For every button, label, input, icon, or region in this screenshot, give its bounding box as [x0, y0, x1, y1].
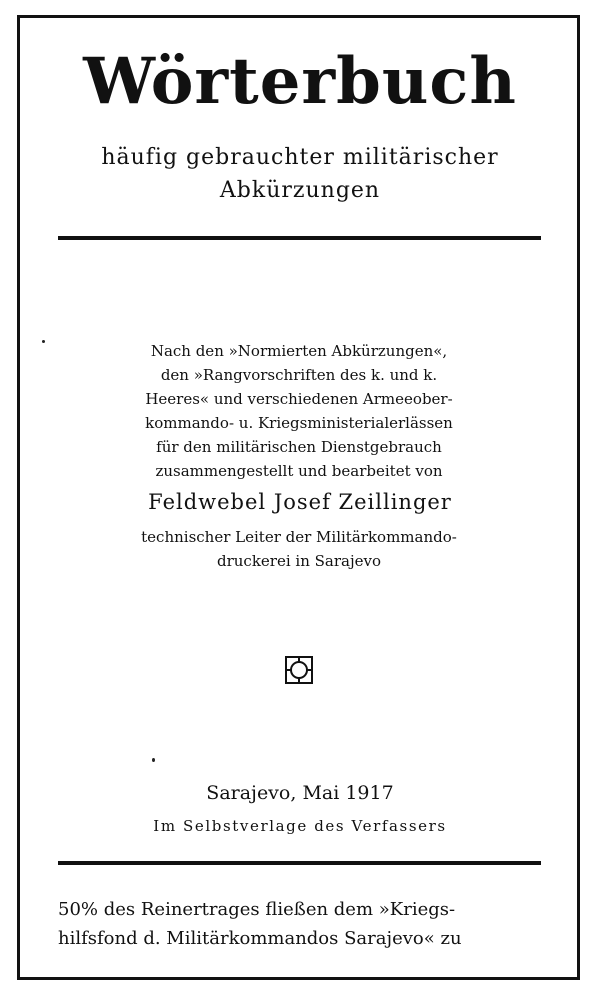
- ornament-icon: [284, 655, 314, 685]
- description-line-3: Heeres« und verschiedenen Armeeober-: [145, 390, 453, 408]
- subtitle-line-2: Abkürzungen: [219, 178, 381, 203]
- description-line-1: Nach den »Normierten Abkürzungen«,: [150, 342, 448, 360]
- print-speck: [152, 758, 155, 762]
- author-role-line-2: druckerei in Sarajevo: [216, 552, 381, 570]
- note-line-1: 50% des Reinertrages fließen dem »Kriegs-: [58, 899, 456, 920]
- description-line-5: für den militärischen Dienstgebrauch: [156, 438, 442, 456]
- description-line-4: kommando- u. Kriegsministerialerlässen: [145, 414, 453, 432]
- subtitle-line-1: häufig gebrauchter militärischer: [101, 145, 499, 170]
- publisher-line: Im Selbstverlage des Verfassers: [153, 817, 447, 835]
- book-title: Wörterbuch: [83, 44, 517, 119]
- author-name: Feldwebel Josef Zeillinger: [148, 490, 452, 514]
- top-rule: [58, 236, 541, 240]
- note-line-2: hilfsfond d. Militärkommandos Sarajevo« zu: [58, 928, 462, 949]
- description-line-6: zusammengestellt und bearbeitet von: [155, 462, 443, 480]
- print-speck: [42, 340, 45, 343]
- place-and-date: Sarajevo, Mai 1917: [206, 782, 394, 804]
- bottom-rule: [58, 861, 541, 865]
- author-role-line-1: technischer Leiter der Militärkommando-: [141, 528, 457, 546]
- description-line-2: den »Rangvorschriften des k. und k.: [160, 366, 438, 384]
